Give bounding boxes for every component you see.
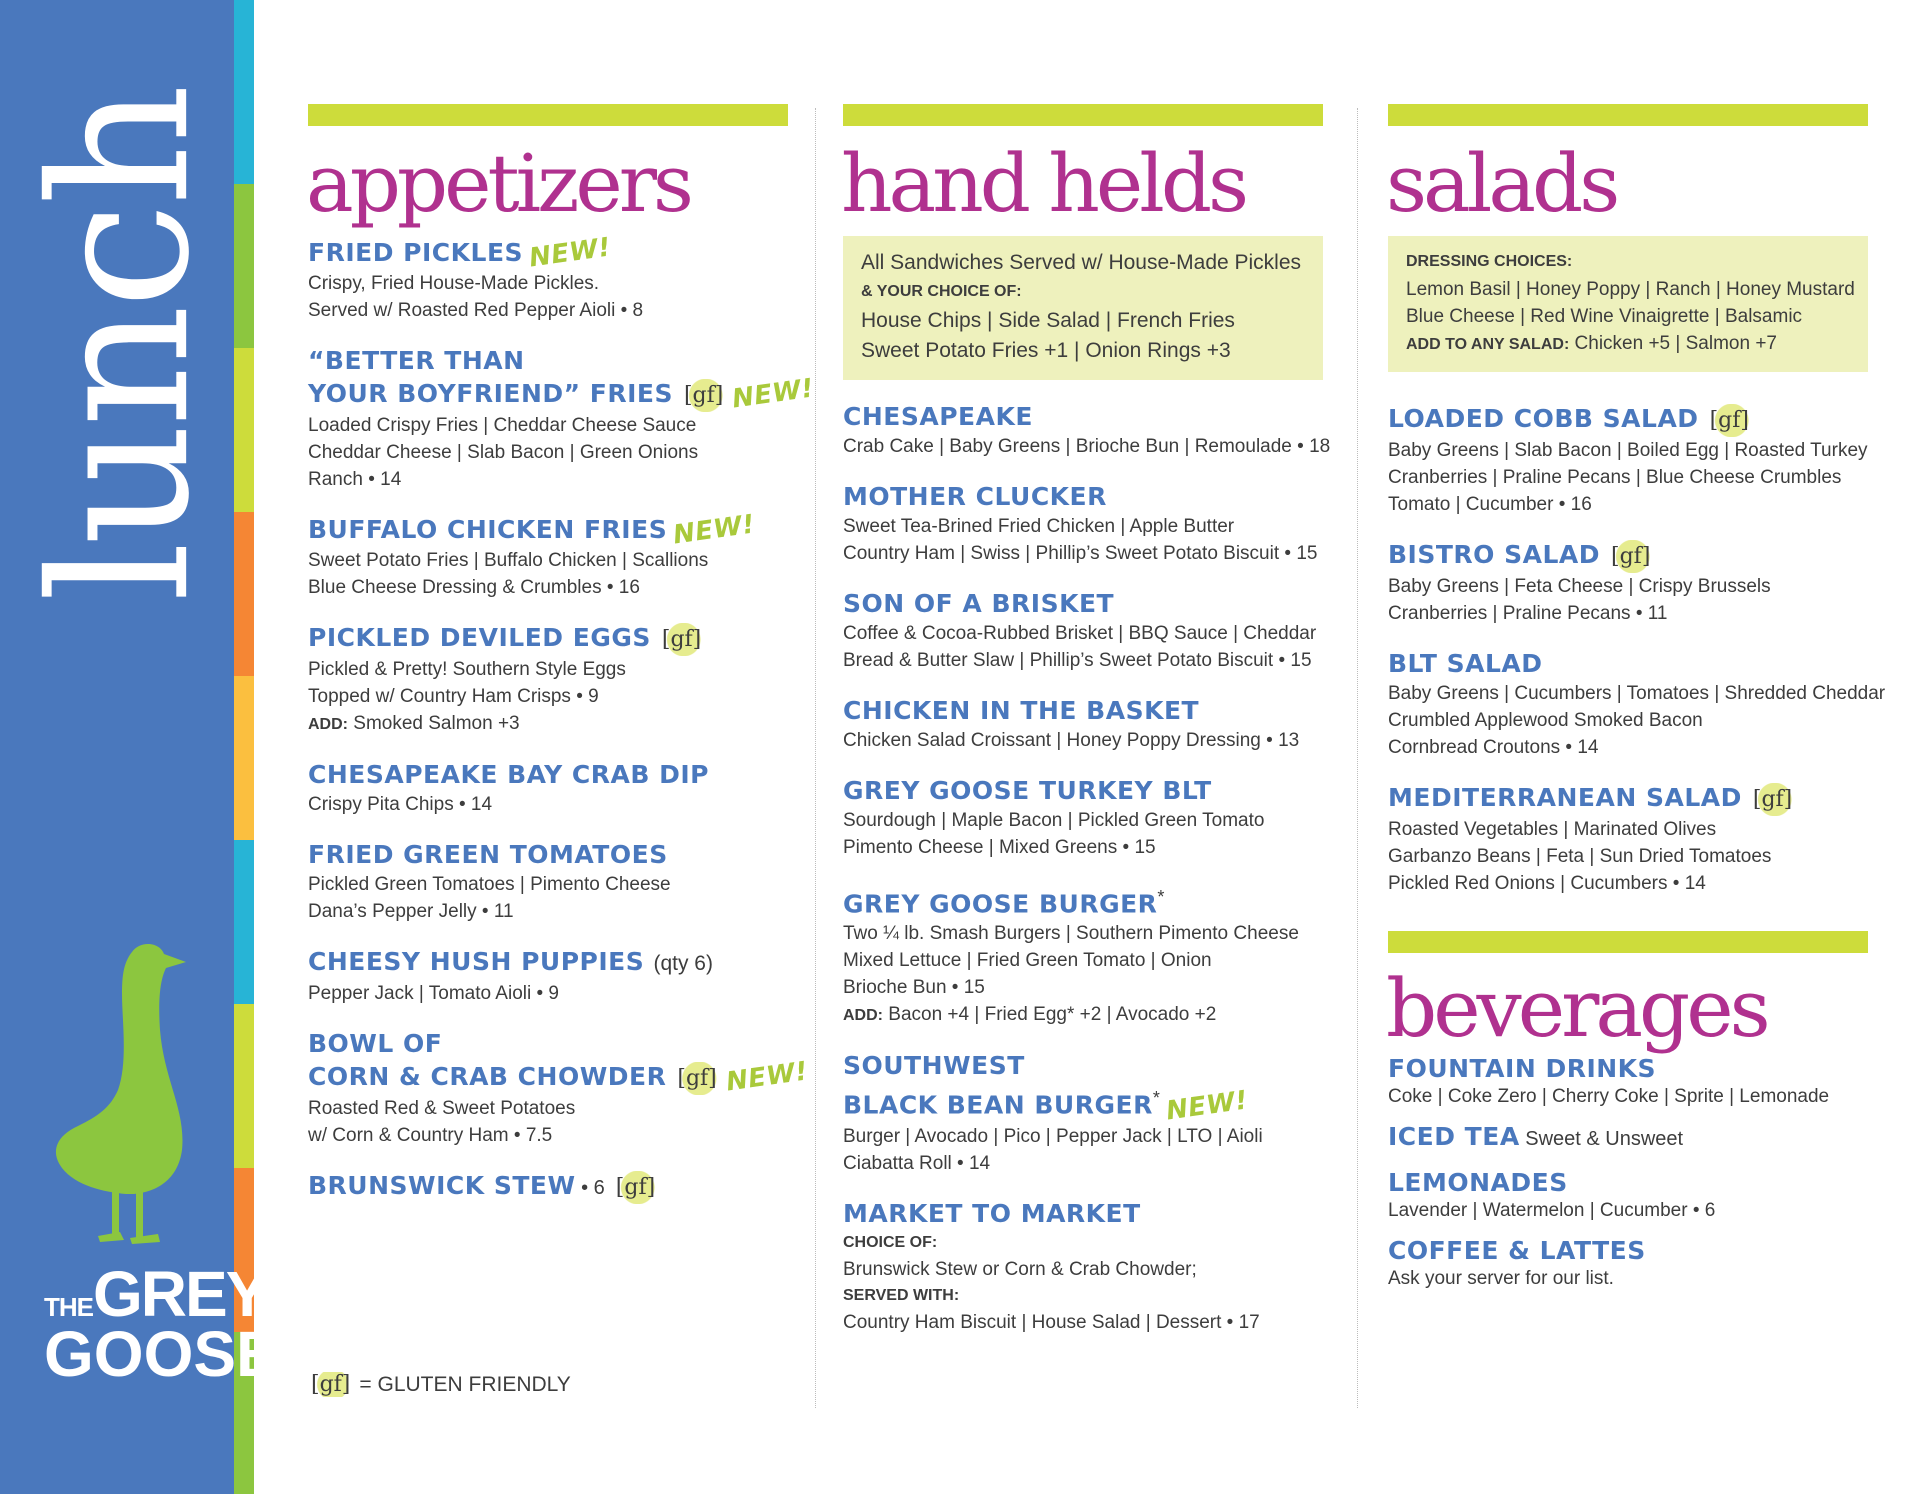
stripe-orange-1 xyxy=(234,512,254,676)
menu-item-chicken-in-the-basket xyxy=(843,694,1323,754)
vertical-lunch-title: lunch xyxy=(10,87,232,603)
item-name: FRIED PICKLES xyxy=(308,238,524,267)
item-name: MOTHER CLUCKER xyxy=(843,482,1107,511)
item-desc: Country Ham Biscuit | House Salad | Dessert • 17 xyxy=(843,1311,1260,1333)
item-desc: Pickled Green Tomatoes | Pimento Cheese xyxy=(308,874,671,895)
menu-item-crab-dip xyxy=(308,758,788,818)
item-desc: Pepper Jack | Tomato Aioli • 9 xyxy=(308,983,559,1004)
new-badge: NEW! xyxy=(527,232,613,274)
menu-item-boyfriend-fries xyxy=(308,344,817,493)
item-desc: Baby Greens | Cucumbers | Tomatoes | Shredded Cheddar xyxy=(1388,683,1886,704)
box-label: & YOUR CHOICE OF: xyxy=(861,283,1022,300)
logo-the: THE xyxy=(44,1292,93,1322)
item-name: SON OF A BRISKET xyxy=(843,589,1115,618)
item-desc: Pimento Cheese | Mixed Greens • 15 xyxy=(843,837,1156,858)
gluten-friendly-badge: [gf] xyxy=(613,1171,658,1204)
item-name: BUFFALO CHICKEN FRIES xyxy=(308,515,668,544)
stripe-lime-1 xyxy=(234,348,254,512)
menu-item-buffalo-chicken-fries xyxy=(308,509,788,601)
add-text: Bacon +4 | Fried Egg* +2 | Avocado +2 xyxy=(883,1004,1217,1026)
item-desc: Sourdough | Maple Bacon | Pickled Green Tomato xyxy=(843,810,1265,831)
item-desc: Garbanzo Beans | Feta | Sun Dried Tomatoes xyxy=(1388,846,1772,867)
item-name: BLACK BEAN BURGER xyxy=(843,1090,1153,1120)
beverage-lemonades xyxy=(1388,1167,1868,1223)
menu-item-hush-puppies xyxy=(308,945,788,1007)
menu-item-son-of-a-brisket xyxy=(843,587,1323,674)
item-desc: Tomato | Cucumber • 16 xyxy=(1388,494,1592,515)
box-line: Sweet Potato Fries +1 | Onion Rings +3 xyxy=(861,339,1231,362)
item-name: GREY GOOSE BURGER xyxy=(843,889,1158,919)
item-name: FOUNTAIN DRINKS xyxy=(1388,1054,1657,1083)
item-desc: Crispy, Fried House-Made Pickles. xyxy=(308,273,600,294)
brand-wordmark xyxy=(44,1258,279,1390)
item-name: BISTRO SALAD xyxy=(1388,540,1601,569)
item-name: CHESAPEAKE BAY CRAB DIP xyxy=(308,760,710,789)
item-desc: Brioche Bun • 15 xyxy=(843,977,985,999)
item-desc: Served w/ Roasted Red Pepper Aioli • 8 xyxy=(308,300,644,321)
handhelds-section xyxy=(841,104,1331,1356)
item-name: BLT SALAD xyxy=(1388,649,1543,678)
gluten-friendly-badge: [gf] xyxy=(674,1062,719,1095)
item-desc: Mixed Lettuce | Fried Green Tomato | Onion xyxy=(843,950,1212,972)
new-badge: NEW! xyxy=(671,509,757,551)
item-name: BRUNSWICK STEW xyxy=(308,1171,576,1200)
item-desc: Country Ham | Swiss | Phillip’s Sweet Potato Biscuit • 15 xyxy=(843,543,1318,564)
item-desc: Pickled & Pretty! Southern Style Eggs xyxy=(308,659,626,680)
stripe-green-1 xyxy=(234,184,254,348)
item-name: BOWL OF xyxy=(308,1029,443,1058)
box-line: House Chips | Side Salad | French Fries xyxy=(861,309,1235,332)
handhelds-heading: hand helds xyxy=(841,137,1246,230)
item-desc: Loaded Crispy Fries | Cheddar Cheese Sauce xyxy=(308,415,697,436)
item-desc: Sweet & Unsweet xyxy=(1519,1128,1684,1150)
column-divider-1 xyxy=(815,108,816,1408)
item-desc: Crispy Pita Chips • 14 xyxy=(308,794,493,815)
item-desc: Crab Cake | Baby Greens | Brioche Bun | Remoulade • 18 xyxy=(843,436,1331,457)
item-name: ICED TEA xyxy=(1388,1122,1520,1151)
item-desc: Chicken Salad Croissant | Honey Poppy Dressing • 13 xyxy=(843,730,1300,751)
box-line: Lemon Basil | Honey Poppy | Ranch | Honey Mustard xyxy=(1406,279,1855,300)
item-name: YOUR BOYFRIEND” FRIES xyxy=(308,379,673,408)
menu-item-mother-clucker xyxy=(843,480,1323,567)
handhelds-bar xyxy=(843,104,1323,126)
menu-item-mediterranean-salad xyxy=(1388,781,1868,897)
item-name: GREY GOOSE TURKEY BLT xyxy=(843,776,1212,805)
column-divider-2 xyxy=(1357,108,1358,1408)
salads-section xyxy=(1386,104,1886,1303)
item-desc: w/ Corn & Country Ham • 7.5 xyxy=(308,1125,553,1146)
beverage-fountain-drinks xyxy=(1388,1053,1868,1109)
appetizers-heading: appetizers xyxy=(306,137,690,230)
item-name: COFFEE & LATTES xyxy=(1388,1236,1646,1265)
box-label: DRESSING CHOICES: xyxy=(1406,253,1573,270)
add-label: ADD: xyxy=(308,716,348,733)
gluten-friendly-legend xyxy=(308,1372,571,1397)
stripe-yellow-1 xyxy=(234,676,254,840)
menu-item-blt-salad xyxy=(1388,647,1886,761)
beverage-iced-tea xyxy=(1388,1121,1868,1155)
gluten-friendly-badge: [gf] xyxy=(1707,404,1752,437)
stripe-cyan-1 xyxy=(234,0,254,184)
salads-bar xyxy=(1388,104,1868,126)
gluten-friendly-badge: [gf] xyxy=(308,1372,353,1397)
stripe-cyan-2 xyxy=(234,840,254,1004)
appetizers-section xyxy=(306,104,817,1225)
beverages-heading: beverages xyxy=(1386,962,1767,1055)
gluten-friendly-badge: [gf] xyxy=(1608,540,1653,573)
item-name: CHEESY HUSH PUPPIES xyxy=(308,947,645,976)
item-desc: Topped w/ Country Ham Crisps • 9 xyxy=(308,686,599,707)
new-badge: NEW! xyxy=(1164,1085,1250,1127)
dressing-choices-box xyxy=(1388,236,1868,372)
item-desc: Roasted Red & Sweet Potatoes xyxy=(308,1098,576,1119)
item-name: LEMONADES xyxy=(1388,1168,1568,1197)
item-desc: Pickled Red Onions | Cucumbers • 14 xyxy=(1388,873,1706,894)
item-desc: Dana’s Pepper Jelly • 11 xyxy=(308,901,514,922)
add-label: ADD TO ANY SALAD: xyxy=(1406,336,1570,353)
raw-warning-star: * xyxy=(1157,887,1165,907)
item-desc: Sweet Tea-Brined Fried Chicken | Apple Butter xyxy=(843,516,1235,537)
raw-warning-star: * xyxy=(1152,1088,1160,1109)
item-name: LOADED COBB SALAD xyxy=(1388,404,1699,433)
item-desc: Crumbled Applewood Smoked Bacon xyxy=(1388,710,1703,731)
menu-item-fried-green-tomatoes xyxy=(308,838,788,925)
item-price: • 6 xyxy=(575,1177,605,1199)
item-desc: Cheddar Cheese | Slab Bacon | Green Onions xyxy=(308,442,699,463)
legend-text: = GLUTEN FRIENDLY xyxy=(359,1373,571,1396)
menu-item-grey-goose-burger xyxy=(843,881,1323,1029)
box-line: Blue Cheese | Red Wine Vinaigrette | Balsamic xyxy=(1406,306,1803,327)
item-desc: Bread & Butter Slaw | Phillip’s Sweet Potato Biscuit • 15 xyxy=(843,650,1312,671)
item-name: PICKLED DEVILED EGGS xyxy=(308,623,651,652)
logo-goose: GOOSE xyxy=(44,1318,279,1390)
served-with-label: SERVED WITH: xyxy=(843,1286,960,1304)
item-desc: Ciabatta Roll • 14 xyxy=(843,1152,991,1174)
item-desc: Cranberries | Praline Pecans • 11 xyxy=(1388,603,1668,624)
item-desc: Baby Greens | Slab Bacon | Boiled Egg | Roasted Turkey xyxy=(1388,440,1868,461)
choice-label: CHOICE OF: xyxy=(843,1233,938,1251)
item-desc: Coke | Coke Zero | Cherry Coke | Sprite | Lemonade xyxy=(1388,1086,1830,1107)
item-desc: Ask your server for our list. xyxy=(1388,1268,1614,1289)
menu-item-cobb-salad xyxy=(1388,402,1868,518)
item-name: CORN & CRAB CHOWDER xyxy=(308,1062,667,1091)
salads-heading: salads xyxy=(1386,137,1617,230)
item-desc: Cranberries | Praline Pecans | Blue Cheese Crumbles xyxy=(1388,467,1842,488)
logo-grey: GREY xyxy=(93,1258,267,1330)
item-name: CHICKEN IN THE BASKET xyxy=(843,696,1200,725)
menu-item-black-bean-burger xyxy=(843,1049,1323,1176)
item-desc: Sweet Potato Fries | Buffalo Chicken | Scallions xyxy=(308,550,709,571)
item-desc: Baby Greens | Feta Cheese | Crispy Brussels xyxy=(1388,576,1771,597)
item-name: “BETTER THAN xyxy=(308,346,525,375)
menu-item-bistro-salad xyxy=(1388,538,1868,627)
item-desc: Roasted Vegetables | Marinated Olives xyxy=(1388,819,1717,840)
beverage-coffee-lattes xyxy=(1388,1235,1868,1291)
menu-item-fried-pickles xyxy=(308,232,788,324)
item-desc: Cornbread Croutons • 14 xyxy=(1388,737,1599,758)
menu-item-chesapeake xyxy=(843,400,1331,460)
new-badge: NEW! xyxy=(730,373,817,415)
item-desc: Coffee & Cocoa-Rubbed Brisket | BBQ Sauce | Cheddar xyxy=(843,623,1317,644)
goose-logo-icon xyxy=(48,940,208,1250)
add-label: ADD: xyxy=(843,1007,883,1025)
menu-item-corn-crab-chowder xyxy=(308,1027,810,1149)
gluten-friendly-badge: [gf] xyxy=(681,379,726,412)
item-desc: Two ¼ lb. Smash Burgers | Southern Pimento Cheese xyxy=(843,923,1299,945)
item-qty: (qty 6) xyxy=(653,952,713,975)
item-name: MARKET TO MARKET xyxy=(843,1198,1141,1228)
item-desc: Ranch • 14 xyxy=(308,469,402,490)
item-desc: Burger | Avocado | Pico | Pepper Jack | LTO | Aioli xyxy=(843,1125,1263,1147)
box-line: All Sandwiches Served w/ House-Made Pickles xyxy=(861,251,1302,274)
menu-item-brunswick-stew xyxy=(308,1169,788,1205)
item-desc: Lavender | Watermelon | Cucumber • 6 xyxy=(1388,1200,1716,1221)
item-desc: Blue Cheese Dressing & Crumbles • 16 xyxy=(308,577,640,598)
add-text: Smoked Salmon +3 xyxy=(348,713,520,734)
sandwich-sides-box xyxy=(843,236,1323,380)
item-name: MEDITERRANEAN SALAD xyxy=(1388,783,1742,812)
appetizers-bar xyxy=(308,104,788,126)
gluten-friendly-badge: [gf] xyxy=(659,623,704,656)
item-desc: Brunswick Stew or Corn & Crab Chowder; xyxy=(843,1258,1197,1280)
new-badge: NEW! xyxy=(724,1056,810,1098)
item-name: CHESAPEAKE xyxy=(843,402,1033,431)
gluten-friendly-badge: [gf] xyxy=(1750,783,1795,816)
beverages-bar xyxy=(1388,931,1868,953)
item-name: SOUTHWEST xyxy=(843,1051,1025,1081)
menu-item-market-to-market xyxy=(843,1197,1323,1336)
item-name: FRIED GREEN TOMATOES xyxy=(308,840,668,869)
menu-item-deviled-eggs xyxy=(308,621,788,738)
add-text: Chicken +5 | Salmon +7 xyxy=(1569,333,1777,354)
stripe-lime-2 xyxy=(234,1004,254,1168)
menu-item-turkey-blt xyxy=(843,774,1323,861)
